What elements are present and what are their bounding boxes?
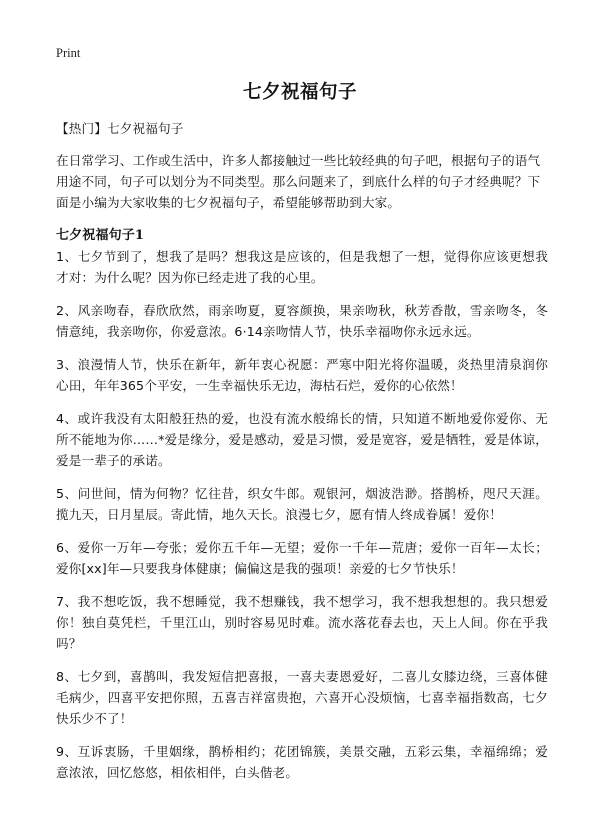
blessing-paragraph: 2、风亲吻春，春欣欣然，雨亲吻夏，夏容颜换，果亲吻秋，秋芳香散，雪亲吻冬，冬情意纯，我亲吻你，你爱意浓。6·14亲吻情人节，快乐幸福吻你永远永远。 xyxy=(56,303,548,339)
blessing-paragraph: 7、我不想吃饭，我不想睡觉，我不想赚钱，我不想学习，我不想我想想的。我只想爱你！独自莫凭栏，千里江山，别时容易见时难。流水落花春去也，天上人间。你在乎我吗？ xyxy=(56,594,548,651)
page-title: 七夕祝福句子 xyxy=(242,82,357,103)
blessing-paragraph: 5、问世间，情为何物？忆往昔，织女牛郎。观银河，烟波浩渺。搭鹊桥，咫尺天涯。揽九天，日月星辰。寄此情，地久天长。浪漫七夕，愿有情人终成眷属！爱你！ xyxy=(56,486,548,522)
blessing-paragraph: 8、七夕到，喜鹊叫，我发短信把喜报，一喜夫妻恩爱好，二喜儿女膝边绕，三喜体健毛病少，四喜平安把你照，五喜吉祥富贵抱，六喜开心没烦恼，七喜幸福指数高，七夕快乐少不了！ xyxy=(56,669,548,726)
print-link[interactable]: Print xyxy=(56,46,81,60)
article-body xyxy=(56,118,548,795)
blessing-paragraph: 4、或许我没有太阳般狂热的爱，也没有流水般绵长的情，只知道不断地爱你爱你、无所不能地为你……*爱是缘分，爱是感动，爱是习惯，爱是宽容，爱是牺牲，爱是体谅，爱是一辈子的承诺。 xyxy=(56,411,548,468)
blessing-paragraph: 1、七夕节到了，想我了是吗？想我这是应该的，但是我想了一想，觉得你应该更想我才对：为什么呢？因为你已经走进了我的心里。 xyxy=(56,249,548,285)
blessing-paragraph: 9、互诉衷肠，千里姻缘，鹊桥相约；花团锦簇，美景交融，五彩云集，幸福绵绵；爱意浓浓，回忆悠悠，相依相伴，白头偕老。 xyxy=(56,744,548,780)
intro-paragraph: 在日常学习、工作或生活中，许多人都接触过一些比较经典的句子吧，根据句子的语气用途不同，句子可以划分为不同类型。那么问题来了，到底什么样的句子才经典呢？下面是小编为大家收集的七夕祝福句子，希望能够帮助到大家。 xyxy=(56,153,541,210)
blessing-paragraph: 3、浪漫情人节，快乐在新年，新年衷心祝愿：严寒中阳光将你温暖，炎热里清泉润你心田，年年365个平安，一生幸福快乐无边，海枯石烂，爱你的心依然！ xyxy=(56,357,548,393)
hot-tag-line: 【热门】七夕祝福句子 xyxy=(56,121,184,136)
blessing-paragraph: 6、爱你一万年—夸张；爱你五千年—无望；爱你一千年—荒唐；爱你一百年—太长；爱你[xx]年—只要我身体健康；偏偏这是我的强项！亲爱的七夕节快乐！ xyxy=(56,540,548,576)
section-heading: 七夕祝福句子1 xyxy=(56,228,145,243)
